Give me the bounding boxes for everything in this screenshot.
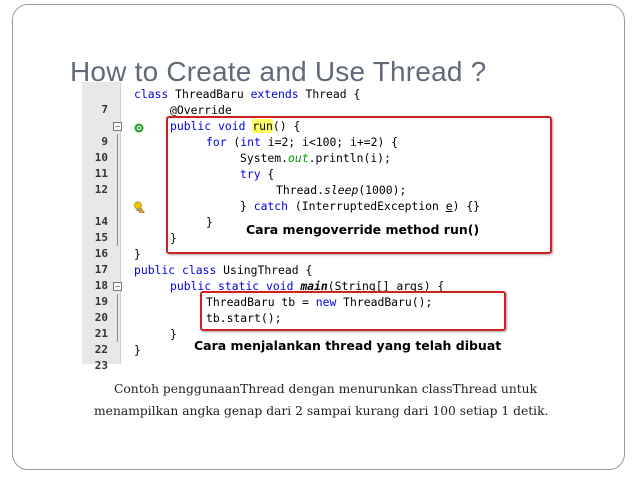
code-screenshot [82, 82, 564, 372]
code-text: @Override [170, 103, 232, 117]
line-number: 16 [94, 247, 108, 260]
code-text: ThreadBaru tb = new ThreadBaru(); [206, 295, 433, 309]
code-text: } catch (InterruptedException e) {} [240, 199, 481, 213]
code-text: public static void main(String[] args) { [170, 279, 445, 293]
fold-toggle-icon[interactable]: − [113, 282, 122, 291]
line-number: 17 [94, 263, 108, 276]
line-number: 9 [101, 135, 108, 148]
line-number: 22 [94, 343, 108, 356]
start-thread-note: Cara menjalankan thread yang telah dibuat [194, 338, 502, 353]
code-text: tb.start(); [206, 311, 282, 325]
code-text: class ThreadBaru extends Thread { [134, 87, 361, 101]
warning-bulb-icon [92, 185, 102, 195]
line-number: 11 [94, 167, 108, 180]
line-number: 19 [94, 295, 108, 308]
code-text: } [134, 247, 141, 261]
start-thread-highlight-box [200, 291, 506, 331]
caption-line: menampilkan angka genap dari 2 sampai kurang dari 100 setiap 1 detik. [94, 404, 549, 418]
line-number: 23 [94, 359, 108, 372]
caption-line: Contoh penggunaanThread dengan menurunkan classThread untuk [114, 382, 538, 396]
run-override-note: Cara mengoverride method run() [246, 222, 480, 237]
override-marker-icon [93, 105, 103, 115]
code-text: Thread.sleep(1000); [276, 183, 407, 197]
line-number: 14 [94, 215, 108, 228]
code-text: } [134, 343, 141, 357]
code-text: } [206, 215, 213, 229]
code-text: } [170, 327, 177, 341]
code-text: public class UsingThread { [134, 263, 313, 277]
slide-caption [94, 378, 554, 422]
code-text: for (int i=2; i<100; i+=2) { [206, 135, 399, 149]
line-number: 10 [94, 151, 108, 164]
code-text: try { [240, 167, 275, 181]
line-number: 15 [94, 231, 108, 244]
code-text: } [170, 231, 177, 245]
fold-toggle-icon[interactable]: − [113, 122, 122, 131]
line-number: 18 [94, 279, 108, 292]
line-number: 7 [101, 103, 108, 116]
slide-title: How to Create and Use Thread ? [70, 56, 487, 87]
line-number: 21 [94, 327, 108, 340]
code-text: public void run() { [170, 119, 301, 133]
code-text: System.out.println(i); [240, 151, 391, 165]
line-number: 20 [94, 311, 108, 324]
line-number: 12 [94, 183, 108, 196]
